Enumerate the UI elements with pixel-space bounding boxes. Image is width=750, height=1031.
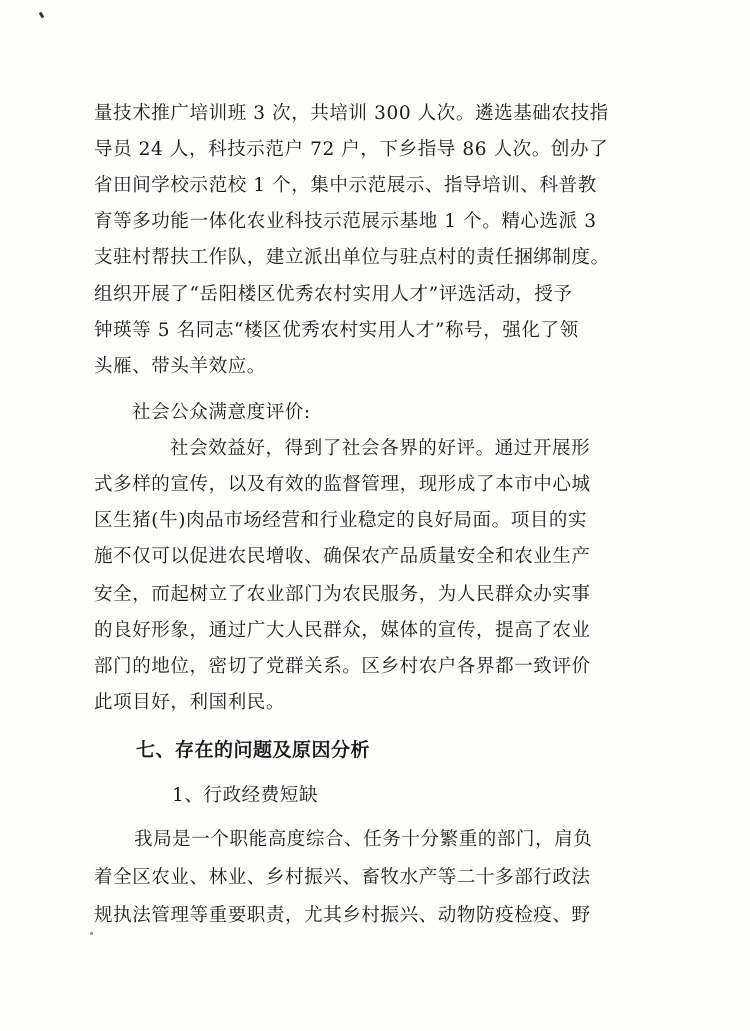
body-text-line: 组织开展了“岳阳楼区优秀农村实用人才”评选活动，授予 [94,284,573,305]
body-text-line: 着全区农业、林业、乡村振兴、畜牧水产等二十多部行政法 [94,867,591,888]
body-text-line: 支驻村帮扶工作队，建立派出单位与驻点村的责任捆绑制度。 [94,247,610,268]
body-text-line: 施不仅可以促进农民增收、确保农产品质量安全和农业生产 [94,546,591,567]
body-text-line: 量技术推广培训班 3 次，共培训 300 人次。遴选基础农技指 [94,103,609,124]
body-text-line: 育等多功能一体化农业科技示范展示基地 1 个。精心选派 3 [94,211,597,232]
body-text-line: 的良好形象，通过广大人民群众，媒体的宣传，提高了农业 [94,620,591,641]
body-text-line: 安全，而起树立了农业部门为农民服务，为人民群众办实事 [94,584,591,605]
subsection-heading: 1、行政经费短缺 [172,785,319,806]
scan-speck [39,12,45,19]
body-text-line: 我局是一个职能高度综合、任务十分繁重的部门，肩负 [134,829,593,850]
body-text-line: 此项目好，利国利民。 [94,692,286,713]
body-text-line: 区生猪(牛)肉品市场经营和行业稳定的良好局面。项目的实 [94,510,588,531]
body-text-line: 省田间学校示范校 1 个，集中示范展示、指导培训、科普教 [94,175,597,196]
body-text-line: 导员 24 人，科技示范户 72 户，下乡指导 86 人次。创办了 [94,139,609,160]
body-text-line: 规执法管理等重要职责，尤其乡村振兴、动物防疫检疫、野 [94,905,591,926]
body-text-line: 社会效益好，得到了社会各界的好评。通过开展形 [170,438,591,459]
body-text-line: 式多样的宣传，以及有效的监督管理，现形成了本市中心城 [94,474,591,495]
body-text-line: 钟瑛等 5 名同志“楼区优秀农村实用人才”称号，强化了领 [94,320,579,341]
scan-speck [90,932,93,935]
body-text-line: 部门的地位，密切了党群关系。区乡村农户各界都一致评价 [94,656,591,677]
section-heading: 七、存在的问题及原因分析 [136,739,371,761]
body-text-line: 头雁、带头羊效应。 [94,356,266,377]
section-label: 社会公众满意度评价: [132,402,311,423]
